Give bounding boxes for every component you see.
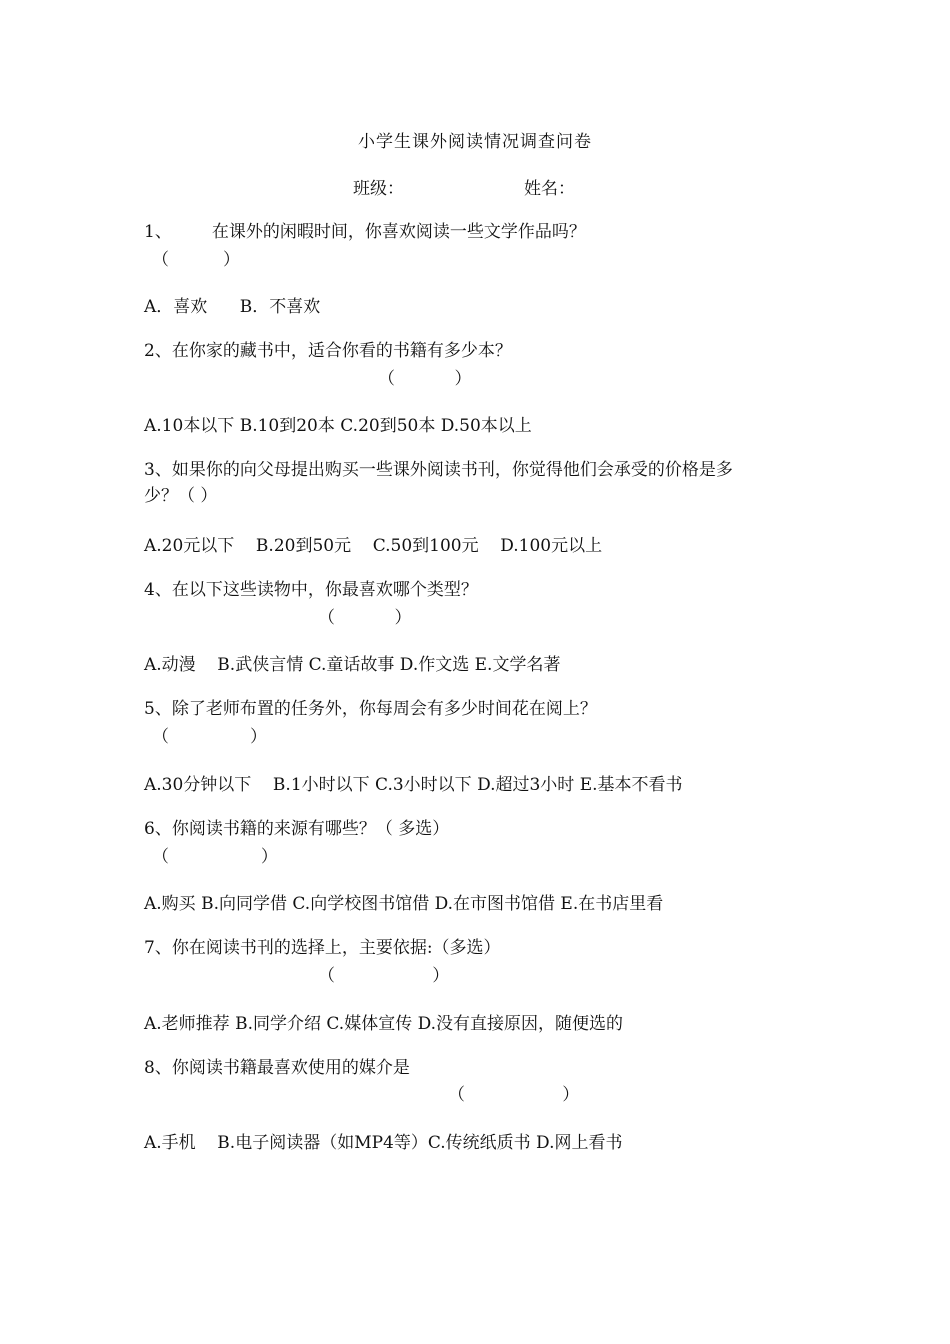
question-8-answer-blank[interactable]: （ ） [448, 1085, 580, 1105]
question-2-answer-blank[interactable]: （ ） [378, 369, 472, 389]
question-7-options: A.老师推荐 B.同学介绍 C.媒体宣传 D.没有直接原因，随便选的 [144, 1014, 624, 1034]
question-1-body: 在课外的闲暇时间，你喜欢阅读一些文学作品吗？ [211, 222, 586, 242]
name-label: 姓名： [524, 179, 575, 199]
question-8-text: 8、你阅读书籍最喜欢使用的媒介是 [144, 1058, 410, 1078]
question-4-answer-blank[interactable]: （ ） [318, 608, 412, 628]
question-3-options: A.20元以下 B.20到50元 C.50到100元 D.100元以上 [144, 536, 603, 556]
question-1-answer-blank[interactable]: （ ） [152, 250, 241, 270]
question-4-options: A.动漫 B.武侠言情 C.童话故事 D.作文选 E.文学名著 [144, 655, 561, 675]
question-2-text: 2、在你家的藏书中，适合你看的书籍有多少本？ [144, 341, 512, 361]
question-6-text: 6、你阅读书籍的来源有哪些？（ 多选） [144, 819, 450, 839]
question-1-options: A．喜欢 B．不喜欢 [144, 297, 321, 317]
class-label: 班级： [353, 179, 404, 199]
page-title: 小学生课外阅读情况调查问卷 [358, 132, 592, 152]
question-1-text [144, 219, 824, 245]
question-7-text: 7、你在阅读书刊的选择上，主要依据:（多选） [144, 938, 501, 958]
question-7-answer-blank[interactable]: （ ） [318, 966, 450, 986]
question-6-answer-blank[interactable]: （ ） [152, 847, 278, 867]
question-2-options: A.10本以下 B.10到20本 C.20到50本 D.50本以上 [144, 416, 532, 436]
question-3-text-line-2[interactable]: 少？（ ） [144, 486, 218, 506]
question-6-options: A.购买 B.向同学借 C.向学校图书馆借 D.在市图书馆借 E.在书店里看 [144, 894, 664, 914]
student-info-line [353, 174, 575, 199]
question-4-text: 4、在以下这些读物中，你最喜欢哪个类型？ [144, 580, 478, 600]
question-8-options: A.手机 B.电子阅读器（如MP4等）C.传统纸质书 D.网上看书 [144, 1133, 623, 1153]
question-5-answer-blank[interactable]: （ ） [152, 727, 268, 747]
question-3-text-line-1: 3、如果你的向父母提出购买一些课外阅读书刊，你觉得他们会承受的价格是多 [144, 460, 733, 480]
question-1-number: 1、 [144, 222, 172, 242]
question-5-options: A.30分钟以下 B.1小时以下 C.3小时以下 D.超过3小时 E.基本不看书 [144, 775, 683, 795]
question-5-text: 5、除了老师布置的任务外，你每周会有多少时间花在阅上？ [144, 699, 597, 719]
